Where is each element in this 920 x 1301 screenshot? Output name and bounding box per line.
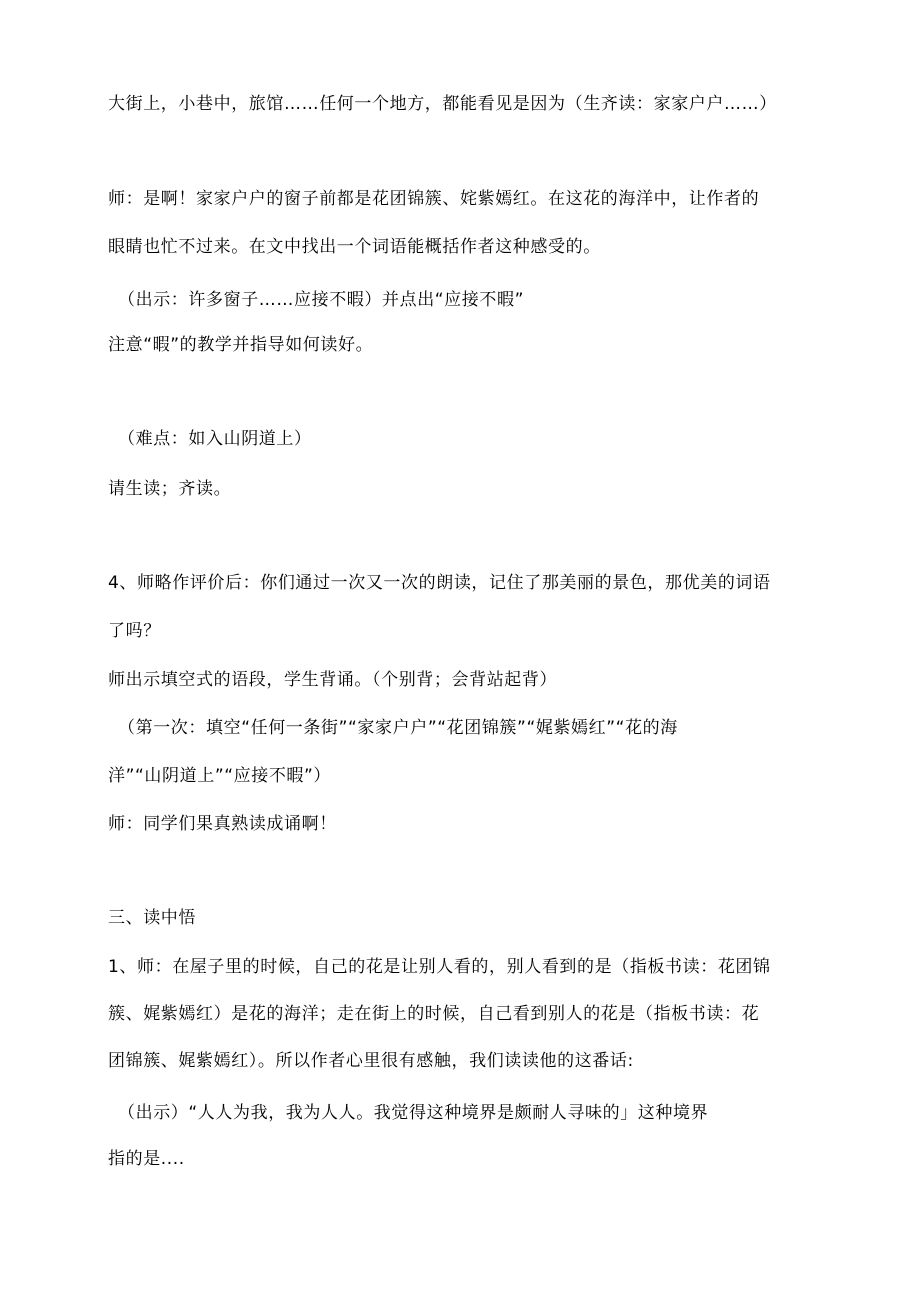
paragraph-line-16: 簇、娓紫嫣红）是花的海洋；走在街上的时候，自己看到别人的花是（指板书读：花 [108, 1004, 760, 1024]
paragraph-line-1: 大街上，小巷中，旅馆……任何一个地方，都能看见是因为（生齐读：家家户户……） [108, 94, 777, 114]
paragraph-line-13: 师：同学们果真熟读成诵啊！ [108, 814, 337, 834]
paragraph-line-7: 请生读；齐读。 [108, 479, 232, 499]
paragraph-line-5: 注意“暇”的教学并指导如何读好。 [108, 335, 374, 355]
paragraph-line-11: （第一次：填空“任何一条街”“家家户户”“花团锦簇”“娓紫嫣红”“花的海 [118, 718, 678, 738]
paragraph-line-2: 师：是啊！家家户户的窗子前都是花团锦簇、姹紫嫣红。在这花的海洋中，让作者的 [108, 189, 760, 209]
paragraph-line-19: 指的是.... [108, 1149, 185, 1169]
paragraph-line-9: 了吗？ [108, 621, 161, 641]
section-heading: 三、读中悟 [108, 908, 196, 928]
paragraph-line-8: 4、师略作评价后：你们通过一次又一次的朗读，记住了那美丽的景色，那优美的词语 [108, 573, 771, 593]
paragraph-line-12: 洋”“山阴道上”“应接不暇”） [108, 766, 332, 786]
paragraph-line-17: 团锦簇、娓紫嫣红）。所以作者心里很有感触，我们读读他的这番话: [108, 1051, 634, 1071]
paragraph-line-15: 1、师：在屋子里的时候，自己的花是让别人看的，别人看到的是（指板书读：花团锦 [108, 957, 771, 977]
paragraph-line-4: （出示：许多窗子……应接不暇）并点出“应接不暇” [118, 290, 525, 310]
paragraph-line-3: 眼睛也忙不过来。在文中找出一个词语能概括作者这种感受的。 [108, 237, 601, 257]
paragraph-line-10: 师出示填空式的语段，学生背诵。（个别背；会背站起背） [108, 670, 558, 690]
paragraph-line-18: （出示）“人人为我，我为人人。我觉得这种境界是颇耐人寻味的」这种境界 [118, 1103, 709, 1123]
paragraph-line-6: （难点：如入山阴道上） [118, 429, 312, 449]
